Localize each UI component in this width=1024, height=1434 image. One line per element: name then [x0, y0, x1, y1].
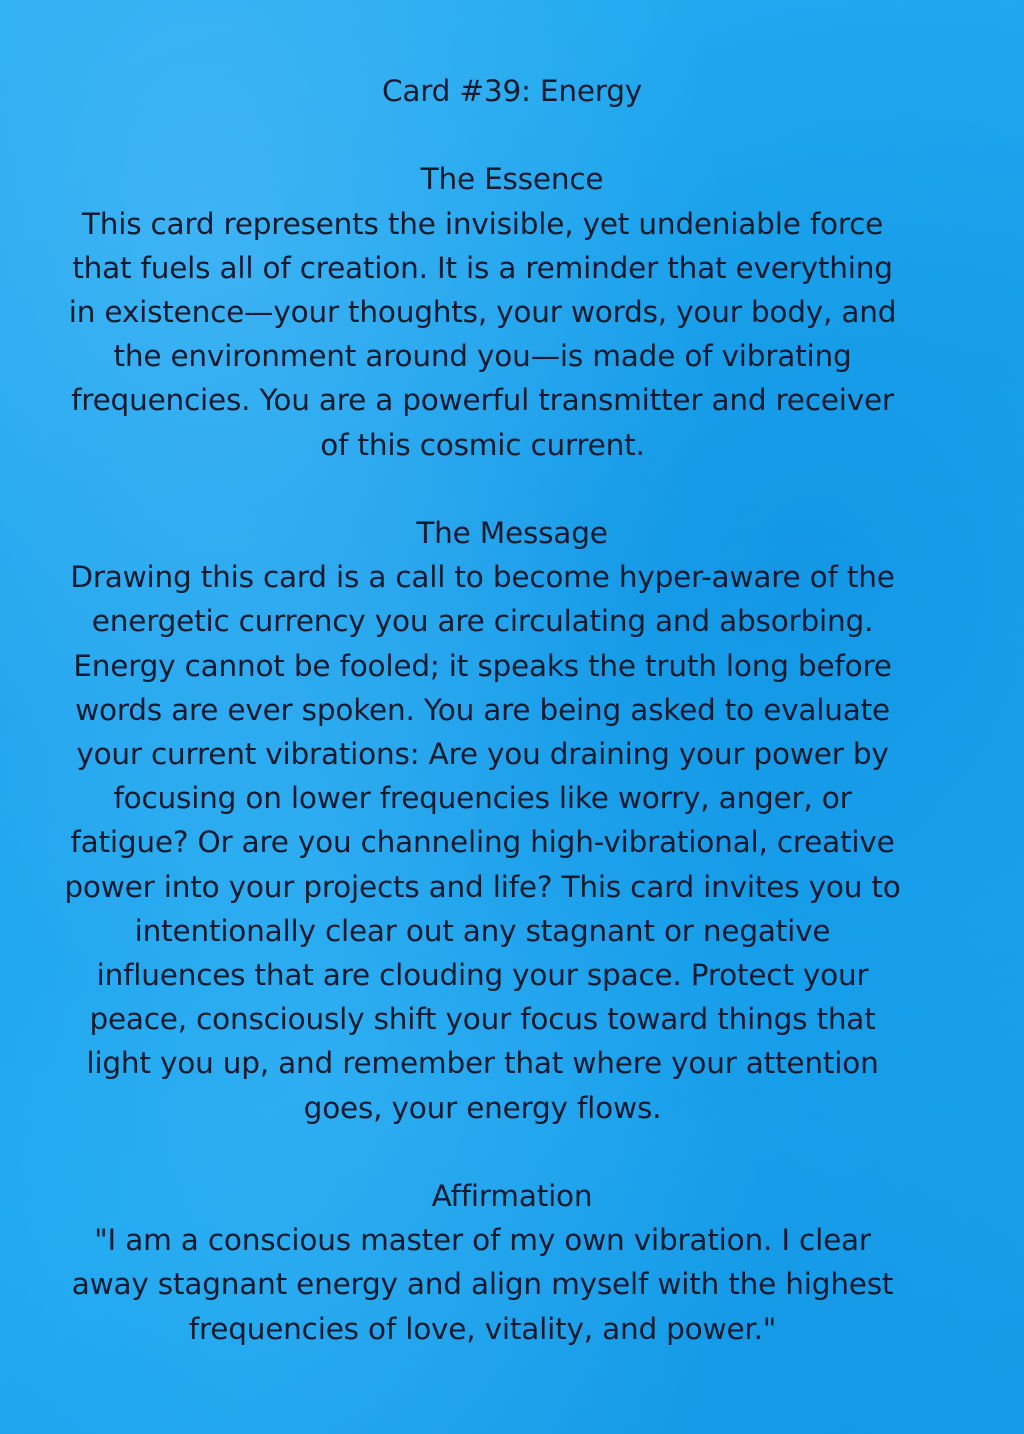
affirmation-text: "I am a conscious master of my own vibration. I clear away stagnant energy and align myself with the highest frequencies of love, vitality, and power."	[71, 1223, 894, 1346]
spacer	[60, 1130, 964, 1174]
affirmation-heading: Affirmation	[431, 1179, 593, 1214]
essence-heading: The Essence	[420, 162, 604, 197]
spacer	[60, 113, 964, 157]
card-title: Card #39: Energy	[381, 74, 643, 108]
message-heading: The Message	[416, 516, 608, 550]
spacer	[60, 467, 964, 511]
card-content	[60, 69, 964, 1351]
essence-text: This card represents the invisible, yet undeniable force that fuels all of creation. It is a reminder that everything in existence—your thoughts, your words, your body, and the environment around you—is made of vibrating frequencies. You are a powerful transmitter and receiver of this cosmic current.	[68, 206, 897, 462]
message-text: Drawing this card is a call to become hyper-aware of the energetic currency you are circulating and absorbing. Energy cannot be fooled; it speaks the truth long before words are ever spoken. You are being asked to evaluate your current vibrations: Are you draining your power by focusing on lower frequencies like worry, anger, or fatigue? Or are you channeling high-vibrational, creative power into your projects and life? This card invites you to intentionally clear out any stagnant or negative influences that are clouding your space. Protect your peace, consciously shift your focus toward things that light you up, and remember that where your attention goes, your energy flows.	[64, 560, 901, 1125]
